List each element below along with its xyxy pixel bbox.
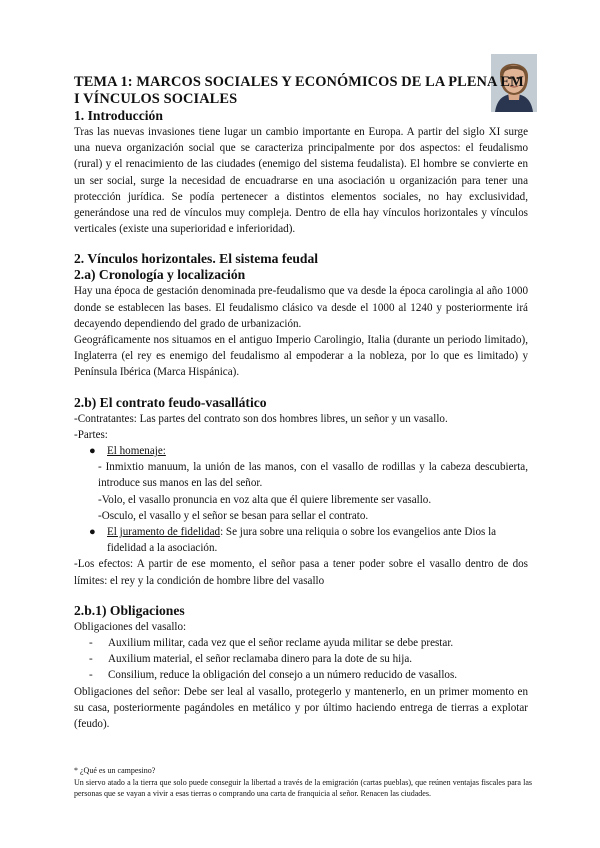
geography-paragraph: Geográficamente nos situamos en el antiguo Imperio Carolingio, Italia (durante un periodo limitado), Inglaterra (el rey es enemigo del feudalismo al empoderar a la nobleza, por lo que es limitado) y Península Ibérica (Marca Hispánica). bbox=[74, 334, 528, 379]
section-1-heading: 1. Introducción bbox=[74, 108, 163, 123]
fidelidad-label: El juramento de fidelidad bbox=[107, 526, 221, 539]
obligacion-text: Consilium, reduce la obligación del consejo a un número reducido de vasallos. bbox=[108, 669, 458, 682]
document-title: TEMA 1: MARCOS SOCIALES Y ECONÓMICOS DE LA PLENA EM bbox=[74, 74, 524, 90]
document-body bbox=[74, 74, 528, 732]
obligaciones-vasallo-label: Obligaciones del vasallo: bbox=[74, 620, 187, 633]
contratantes-text: -Contratantes: Las partes del contrato son dos hombres libres, un señor y un vasallo. bbox=[74, 412, 448, 425]
list-item: - Auxilium militar, cada vez que el señor reclame ayuda militar se debe prestar. bbox=[89, 637, 454, 650]
list-item bbox=[74, 443, 528, 459]
intro-paragraph: Tras las nuevas invasiones tiene lugar un cambio importante en Europa. A partir del siglo XI surge una nueva organización social que se caracteriza principalmente por dos aspectos: el feudalismo (rural) y el renacimiento de las ciudades (enemigo del sistema feudalista). El hombre se convierte en un ser social, surge la necesidad de encuadrarse en una asociación u organización para tener una protección jurídica. Se podía pertenecer a distintos elementos sociales, no hay exclusividad, generándose una red de vínculos muy compleja. Dentro de ella hay vínculos horizontales y vínculos verticales (existe una superioridad e inferioridad). bbox=[74, 126, 528, 236]
partes-text: -Partes: bbox=[74, 428, 108, 441]
section-2a-heading: 2.a) Cronología y localización bbox=[74, 267, 246, 283]
bullet-icon: ● bbox=[89, 445, 96, 458]
chronology-paragraph: Hay una época de gestación denominada pre-feudalismo que va desde la época carolingia al año 1000 donde se establecen las bases. El feudalismo clásico va desde el 1000 al 1240 y posteriormente irá decayendo dependiendo del grado de urbanización. bbox=[74, 285, 528, 330]
obligaciones-list bbox=[74, 635, 528, 684]
footnote-text: Un siervo atado a la tierra que solo puede conseguir la libertad a través de la emigración (cartas pueblas), que reúnen ventajas fiscales para las personas que se vayan a vivir a esas tierras o comprando una carta de franquicia al señor. Renacen las ciudades. bbox=[74, 777, 532, 799]
list-item bbox=[74, 524, 528, 556]
section-2-heading: 2. Vínculos horizontales. El sistema feudal bbox=[74, 251, 319, 267]
footnote bbox=[74, 765, 532, 800]
footnote-question: * ¿Qué es un campesino? bbox=[74, 766, 156, 775]
homenaje-label: El homenaje: bbox=[107, 445, 166, 458]
obligaciones-senor-text: Obligaciones del señor: Debe ser leal al vasallo, protegerlo y mantenerlo, en un primer momento en su casa, posteriormente pagándoles en metálico y por último haciendo entrega de tierras a explotar (feudo). bbox=[74, 685, 528, 731]
fidelidad-list bbox=[74, 524, 528, 556]
bullet-icon: ● bbox=[89, 526, 96, 539]
section-2b1-heading: 2.b.1) Obligaciones bbox=[74, 602, 185, 618]
homenaje-step-3: -Osculo, el vasallo y el señor se besan para sellar el contrato. bbox=[98, 509, 369, 522]
document-title-line2: I VÍNCULOS SOCIALES bbox=[74, 91, 238, 107]
section-2b-heading: 2.b) El contrato feudo-vasallático bbox=[74, 394, 267, 410]
partes-list bbox=[74, 443, 528, 459]
efectos-text: -Los efectos: A partir de ese momento, el señor pasa a tener poder sobre el vasallo dentro de dos límites: el rey y la condición de hombre libre del vasallo bbox=[74, 558, 528, 587]
obligacion-text: Auxilium material, el señor reclamaba dinero para la dote de su hija. bbox=[108, 653, 413, 666]
list-item: - Auxilium material, el señor reclamaba dinero para la dote de su hija. bbox=[89, 653, 413, 666]
homenaje-step-2: -Volo, el vasallo pronuncia en voz alta que él quiere libremente ser vasallo. bbox=[98, 493, 432, 506]
obligacion-text: Auxilium militar, cada vez que el señor reclame ayuda militar se debe prestar. bbox=[108, 637, 454, 650]
list-item: - Consilium, reduce la obligación del consejo a un número reducido de vasallos. bbox=[89, 669, 458, 682]
fidelidad-text: : Se jura sobre una reliquia o sobre los evangelios ante Dios la fidelidad a la asociación. bbox=[107, 526, 497, 555]
homenaje-step-1: - Inmixtio manuum, la unión de las manos, con el vasallo de rodillas y la cabeza descubierta, introduce sus manos en las del señor. bbox=[98, 461, 528, 490]
